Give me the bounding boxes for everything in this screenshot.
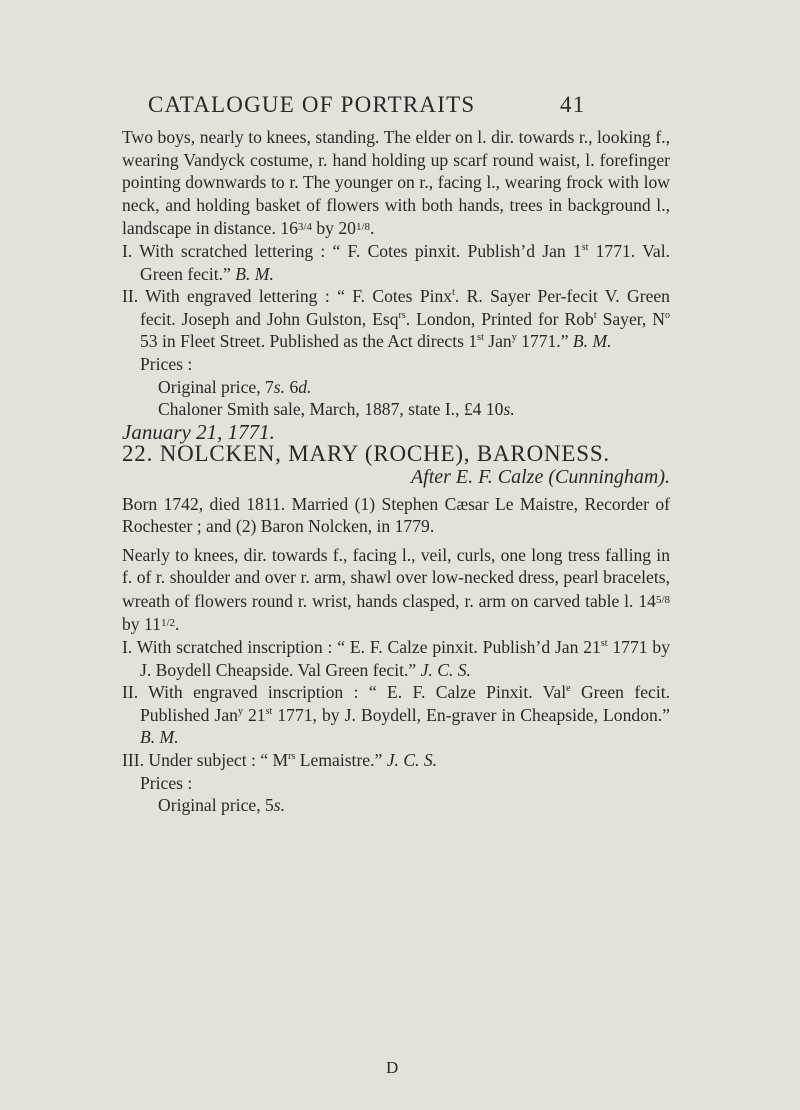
entry-state-1: I. With scratched inscription : “ E. F. Calze pinxit. Publish’d Jan 21st 1771 by J. Boydell Cheapside. Val Green fecit.” J. C. S. [122, 637, 670, 680]
entry-prices-label: Prices : [140, 772, 193, 793]
prev-price-original: Original price, 7s. 6d. [158, 376, 312, 397]
running-title: CATALOGUE OF PORTRAITS [148, 92, 476, 117]
prev-prices-label: Prices : [140, 353, 193, 374]
entry-description: Nearly to knees, dir. towards f., facing l., veil, curls, one long tress falling in f. of r. shoulder and over r. arm, shawl over low-necked dress, pearl bracelets, wreath of flowers round r. wrist, hands clasped, r. arm on carved table l. $14^{5/8}$ by $11^{1/2}$. [122, 544, 670, 635]
entry-biography: Born 1742, died 1811. Married (1) Stephen Cæsar Le Maistre, Recorder of Rochester ; and (2) Baron Nolcken, in 1779. [122, 493, 670, 537]
prev-state-1: I. With scratched lettering : “ F. Cotes pinxit. Publish’d Jan 1st 1771. Val. Green fecit.” B. M. [122, 240, 670, 284]
page-number: 41 [560, 92, 586, 117]
running-header [122, 92, 722, 122]
entry-state-2: II. With engraved inscription : “ E. F. Calze Pinxit. Val$^e$ Green fecit. Published Jan$^y$ 21st 1771, by J. Boydell, En-graver in Cheapside, London.” B. M. [122, 682, 670, 748]
entry-state-3: III. Under subject : “ $M^{rs}$ Lemaistre.” J. C. S. [122, 750, 438, 771]
entry-date: January 21, 1771. [122, 419, 275, 444]
entry-price-original: Original price, 5s. [158, 795, 286, 816]
page-body [122, 126, 670, 817]
signature-mark: D [386, 1058, 399, 1077]
prev-entry-description: Two boys, nearly to knees, standing. The elder on l. dir. towards r., looking f., wearing Vandyck costume, r. hand holding up scarf round waist, l. forefinger pointing downwards to r. The younger on r., facing l., wearing frock with low neck, and holding basket of flowers with both hands, trees in background l., landscape in distance. $16^{3/4}$ by $20^{1/8}$. [122, 127, 670, 239]
prev-state-2: II. With engraved lettering : “ F. Cotes Pinx$^t$. R. Sayer Per-fecit V. Green fecit. Joseph and John Gulston, Esq$^{rs}$. London, Printed for Rob$^t$ Sayer, $N^o$ 53 in Fleet Street. Published as the Act directs 1st Jan$^y$ 1771.” B. M. [122, 286, 670, 352]
entry-after-artist: After E. F. Calze (Cunningham). [410, 465, 670, 488]
prev-price-sale: Chaloner Smith sale, March, 1887, state I., £4 10s. [158, 399, 515, 420]
entry-title: 22. NOLCKEN, MARY (ROCHE), BARONESS. [122, 441, 610, 467]
